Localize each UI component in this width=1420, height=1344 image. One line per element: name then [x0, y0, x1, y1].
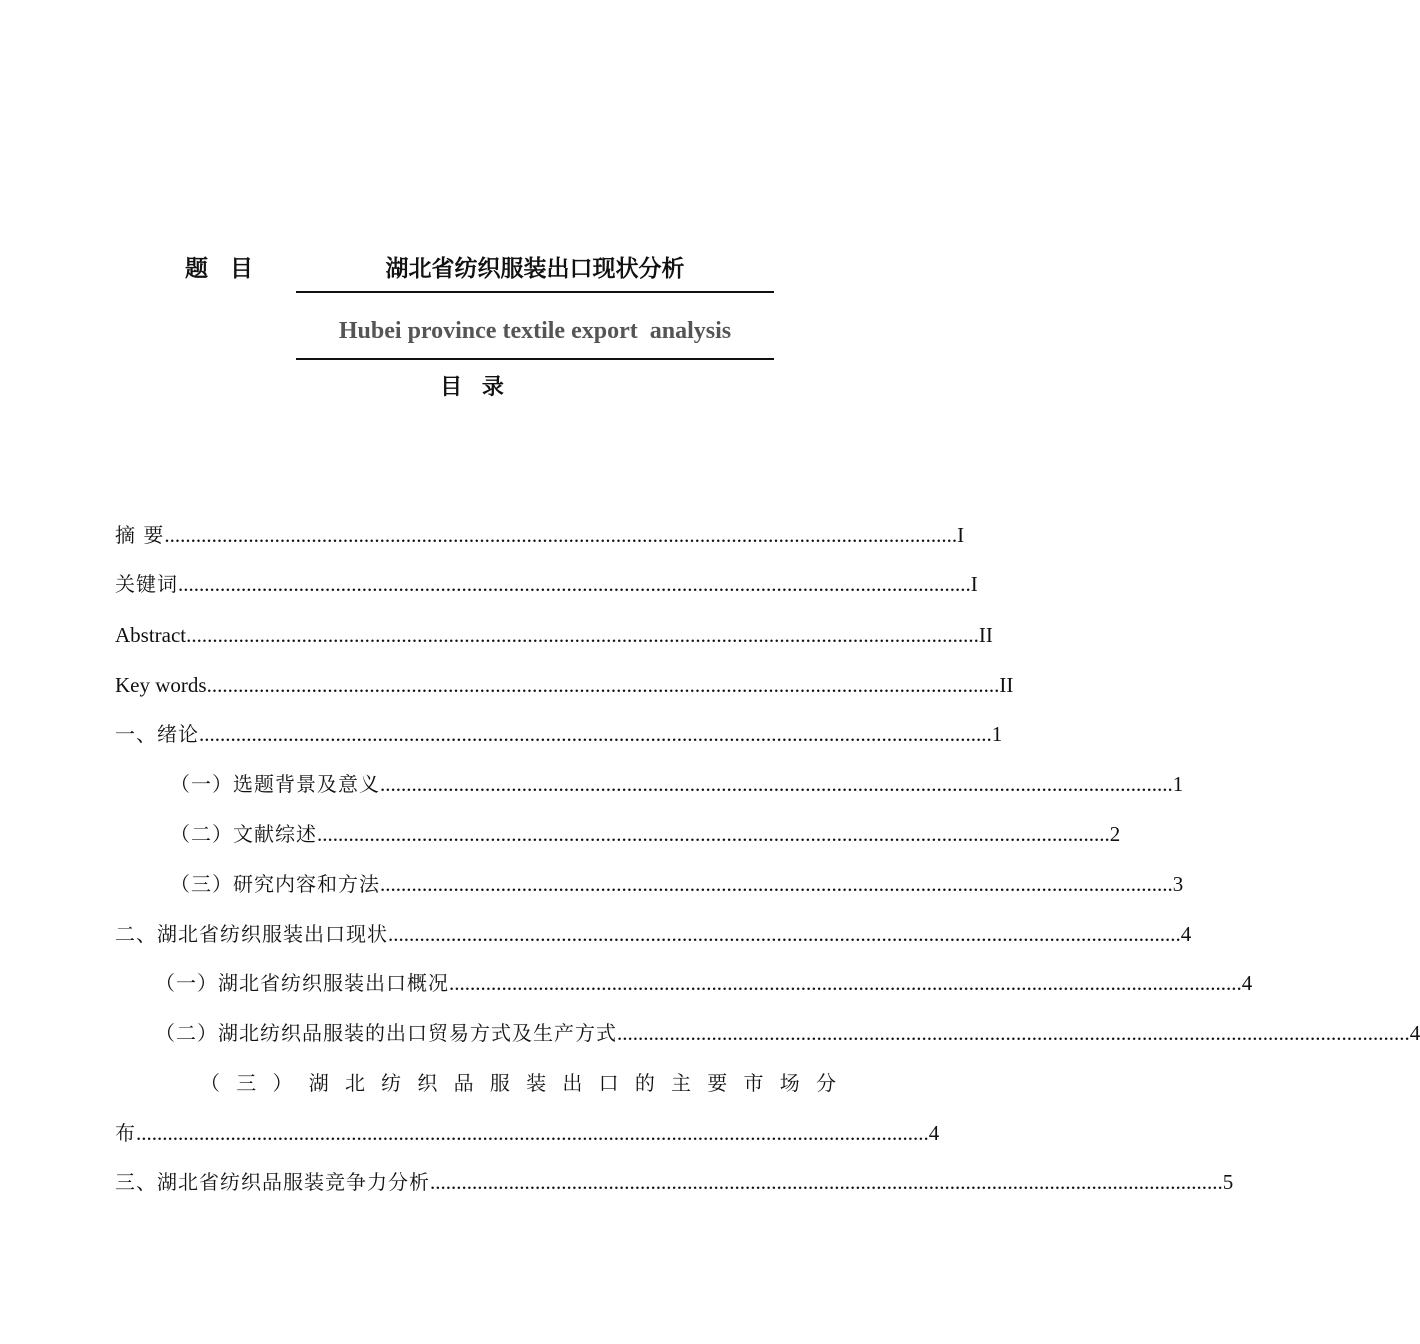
toc-leader-dots: ....................................................................................................................................................... — [206, 673, 1000, 697]
toc-entry-page: I — [957, 523, 965, 547]
toc-entry-title-char: 三 — [236, 1071, 257, 1095]
toc-entry-title-char: 市 — [743, 1071, 764, 1095]
toc-entry-title-char: 纺 — [381, 1071, 402, 1095]
toc-leader-dots: ....................................................................................................................................................... — [317, 822, 1110, 846]
toc-entry[interactable] — [115, 567, 978, 601]
toc-entry-title: Abstract — [115, 623, 187, 647]
toc-entry-page: II — [999, 673, 1014, 697]
toc-entry-title-char: （ — [200, 1071, 220, 1095]
toc-entry-title-char: 场 — [779, 1071, 800, 1095]
toc-entry-title-char: 北 — [344, 1071, 365, 1095]
toc-entry-title-char: 织 — [417, 1071, 438, 1095]
toc-entry[interactable] — [155, 1016, 1420, 1050]
toc-entry[interactable] — [115, 717, 1003, 751]
toc-entry-title: 一、绪论 — [115, 722, 199, 746]
thesis-title-chinese: 湖北省纺织服装出口现状分析 — [385, 256, 685, 282]
toc-entry-title-char: 湖 — [308, 1071, 329, 1095]
toc-entry-page: 4 — [1180, 922, 1192, 946]
toc-entry-page: 2 — [1109, 822, 1121, 846]
toc-leader-dots: ....................................................................................................................................................... — [430, 1170, 1223, 1194]
toc-entry[interactable] — [115, 518, 965, 552]
toc-entry-title-char: 出 — [562, 1071, 583, 1095]
toc-entry-title: （一）湖北省纺织服装出口概况 — [155, 971, 449, 995]
toc-entry-title-char: 口 — [598, 1071, 619, 1095]
toc-leader-dots: ....................................................................................................................................................... — [136, 1121, 929, 1145]
toc-entry-title: Key words — [115, 673, 207, 697]
toc-entry-page: 1 — [1172, 772, 1184, 796]
toc-entry-page: 4 — [928, 1121, 940, 1145]
toc-entry-title: 二、湖北省纺织服装出口现状 — [115, 922, 388, 946]
toc-leader-dots: ....................................................................................................................................................... — [449, 971, 1242, 995]
toc-entry[interactable] — [170, 867, 1184, 901]
toc-entry[interactable] — [170, 767, 1184, 801]
toc-entry-title-char: 要 — [707, 1071, 728, 1095]
toc-entry-title: 关键词 — [115, 572, 178, 596]
title-underline-english — [296, 358, 774, 360]
title-underline — [296, 291, 774, 293]
toc-entry-title-char: 主 — [671, 1071, 692, 1095]
toc-entry-page: 3 — [1172, 872, 1184, 896]
title-label: 题目 — [185, 256, 275, 282]
toc-entry-title: （二）湖北纺织品服装的出口贸易方式及生产方式 — [155, 1021, 617, 1045]
toc-heading: 目 录 — [440, 375, 510, 400]
toc-entry-title: （三）研究内容和方法 — [170, 872, 380, 896]
toc-entry-page: II — [978, 623, 993, 647]
toc-entry[interactable] — [115, 1165, 1234, 1199]
toc-entry[interactable] — [115, 668, 1014, 702]
toc-entry[interactable] — [115, 618, 993, 652]
toc-entry-title-char: 分 — [815, 1071, 836, 1095]
toc-entry-title: 三、湖北省纺织品服装竞争力分析 — [115, 1170, 430, 1194]
toc-entry-title-char: 装 — [526, 1071, 547, 1095]
toc-entry-page: 4 — [1409, 1021, 1420, 1045]
toc-entry-title: 摘 要 — [115, 523, 165, 547]
toc-entry-title-char: 品 — [453, 1071, 474, 1095]
toc-entry-page: 1 — [991, 722, 1003, 746]
toc-entry-title: （一）选题背景及意义 — [170, 772, 380, 796]
toc-entry-continued[interactable] — [115, 1116, 940, 1150]
toc-entry-title-char: 服 — [489, 1071, 510, 1095]
toc-entry-title-char: ） — [272, 1071, 293, 1095]
toc-leader-dots: ....................................................................................................................................................... — [164, 523, 958, 547]
toc-leader-dots: ....................................................................................................................................................... — [388, 922, 1181, 946]
toc-entry-page: I — [970, 572, 978, 596]
toc-entry[interactable] — [170, 817, 1121, 851]
toc-leader-dots: ....................................................................................................................................................... — [380, 772, 1173, 796]
toc-entry[interactable] — [155, 966, 1253, 1000]
toc-leader-dots: ....................................................................................................................................................... — [178, 572, 971, 596]
toc-entry[interactable] — [115, 917, 1192, 951]
toc-leader-dots: ....................................................................................................................................................... — [186, 623, 979, 647]
toc-entry-title-char: 的 — [634, 1071, 655, 1095]
toc-entry-page: 4 — [1241, 971, 1253, 995]
toc-entry-title-tail: 布 — [115, 1121, 136, 1145]
toc-entry-spread[interactable] — [200, 1066, 836, 1100]
toc-entry-title: （二）文献综述 — [170, 822, 317, 846]
toc-entry-page: 5 — [1222, 1170, 1234, 1194]
toc-leader-dots: ....................................................................................................................................................... — [380, 872, 1173, 896]
toc-leader-dots: ....................................................................................................................................................... — [199, 722, 992, 746]
toc-leader-dots: ....................................................................................................................................................... — [617, 1021, 1410, 1045]
thesis-title-english: Hubei province textile export analysis — [338, 318, 732, 344]
